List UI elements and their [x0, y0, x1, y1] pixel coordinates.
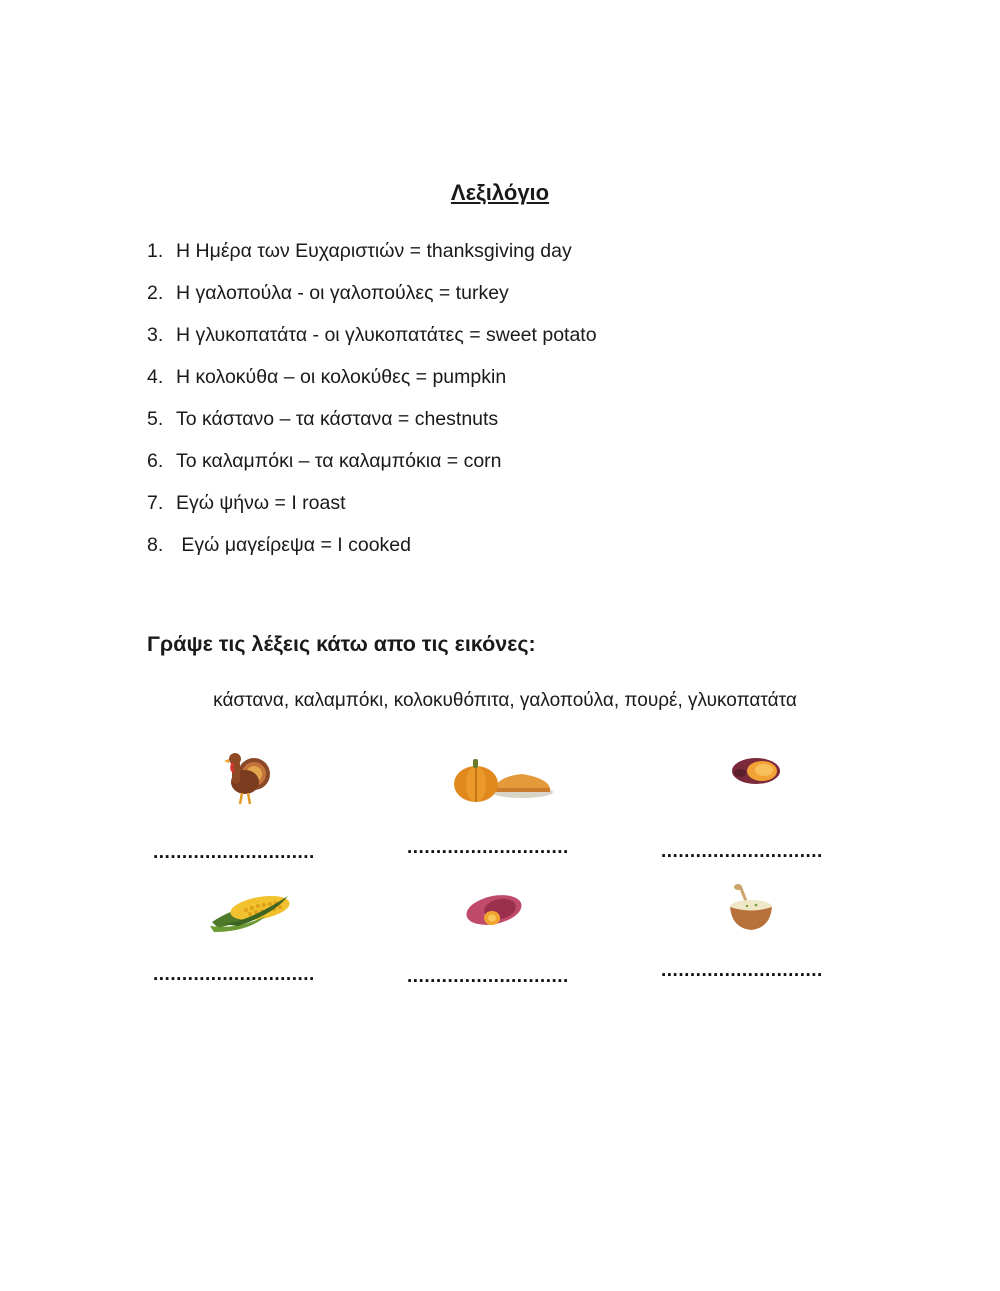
answer-blank-2[interactable]: ............................ [407, 837, 569, 858]
vocab-number: 2. [147, 282, 164, 304]
answer-blank-4[interactable]: ............................ [153, 964, 315, 985]
vocab-number: 5. [147, 408, 164, 430]
vocab-number: 1. [147, 240, 164, 262]
vocab-number: 7. [147, 492, 164, 514]
vocab-item-4 [147, 366, 506, 389]
vocab-number: 4. [147, 366, 164, 388]
vocab-item-2 [147, 282, 509, 305]
turkey-icon [218, 748, 276, 808]
vocab-item-8 [147, 534, 411, 557]
vocab-text: Εγώ ψήνω = I roast [176, 492, 346, 514]
corn-icon [208, 884, 294, 934]
vocab-item-6 [147, 450, 502, 473]
answer-blank-3[interactable]: ............................ [661, 841, 823, 862]
sweet-potato-icon [462, 890, 528, 930]
vocab-text: Η γλυκοπατάτα - οι γλυκοπατάτες = sweet potato [176, 324, 597, 346]
answer-blank-5[interactable]: ............................ [407, 966, 569, 987]
pumpkin-pie-icon [452, 756, 554, 804]
vocab-number: 3. [147, 324, 164, 346]
vocab-text: Εγώ μαγείρεψα = I cooked [176, 534, 411, 556]
vocab-item-7 [147, 492, 346, 515]
vocab-text: Το καλαμπόκι – τα καλαμπόκια = corn [176, 450, 502, 472]
vocab-text: Η Ημέρα των Ευχαριστιών = thanksgiving day [176, 240, 572, 262]
vocab-item-5 [147, 408, 498, 431]
vocab-text: Η κολοκύθα – οι κολοκύθες = pumpkin [176, 366, 507, 388]
puree-bowl-icon [726, 882, 776, 934]
vocab-number: 6. [147, 450, 164, 472]
answer-blank-6[interactable]: ............................ [661, 960, 823, 981]
vocab-text: Η γαλοπούλα - οι γαλοπούλες = turkey [176, 282, 509, 304]
answer-blank-1[interactable]: ............................ [153, 842, 315, 863]
word-bank: κάστανα, καλαμπόκι, κολοκυθόπιτα, γαλοπούλα, πουρέ, γλυκοπατάτα [213, 690, 797, 711]
vocab-text: Το κάστανο – τα κάστανα = chestnuts [176, 408, 499, 430]
page-title: Λεξιλόγιο [450, 180, 550, 205]
vocab-item-1 [147, 240, 572, 263]
chestnut-icon [726, 753, 782, 789]
exercise-heading: Γράψε τις λέξεις κάτω απο τις εικόνες: [147, 632, 536, 656]
vocab-number: 8. [147, 534, 164, 556]
vocab-item-3 [147, 324, 597, 347]
